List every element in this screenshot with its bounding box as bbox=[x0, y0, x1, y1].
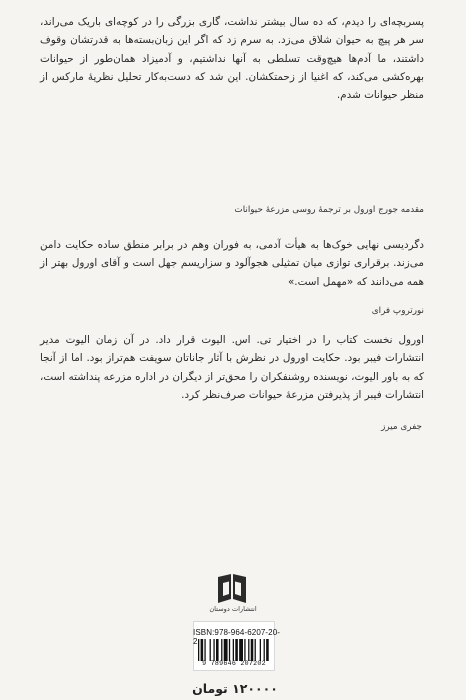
attribution-orwell: مقدمه جورج اورول بر ترجمهٔ روسی مزرعهٔ حیوانات bbox=[234, 205, 424, 215]
quote-meyers bbox=[40, 331, 424, 404]
publisher-logo-icon bbox=[212, 569, 252, 609]
barcode-icon bbox=[198, 639, 270, 661]
barcode-digits: 9 789646 207202 bbox=[202, 660, 266, 667]
attribution-meyers: جفری میرز bbox=[381, 422, 422, 432]
price: ۱۲۰۰۰۰ تومان bbox=[192, 681, 278, 696]
attribution-frye: نورتروپ فرای bbox=[371, 306, 424, 316]
paragraph-3: اورول نخست کتاب را در اختیار تی. اس. الیوت قرار داد. در آن زمان الیوت مدیر انتشارات فیبر بود. حکایت اورول در نظرش با آثار جاناتان سویفت هم‌تراز بود. اما از آنجا که به باور الیوت، نویسنده روشنفکران را محق‌تر از دیگران در اداره مزرعه پنداشته است، انتشارات فیبر از پذیرفتن مزرعهٔ حیوانات صرف‌نظر کرد. bbox=[40, 334, 424, 401]
paragraph-2: دگردیسی نهایی خوک‌ها به هیأت آدمی، به فوران وهم در برابر منطق ساده حکایت دامن می‌زند. برقراری توازی میان تمثیلی هجوآلود و سزاریسم جهل است و آقای اورول بهتر از همه می‌دانند که «مهمل است.» bbox=[40, 239, 424, 288]
quote-orwell bbox=[40, 13, 424, 104]
publisher-name: انتشارات دوستان bbox=[209, 605, 257, 613]
quote-frye bbox=[40, 236, 424, 291]
isbn-number: ISBN:978-964-6207-20-2 bbox=[193, 628, 281, 646]
paragraph-1: پسربچه‌ای را دیدم، که ده سال بیشتر نداشت، گاری بزرگی را در کوچه‌ای باریک می‌راند، سر هر پیچ به حیوان شلاق می‌زد. به سرم زد که اگر این زبان‌بسته‌ها به قدرتشان وقوف داشتند، ما آدم‌ها هیچ‌وقت تسلطی به آنها نداشتیم، و آدمیزاد همان‌طور از حیوانات بهره‌کشی می‌کند، که اغنیا از زحمتکشان. این شد که دست‌به‌کار تحلیل نظریهٔ مارکس از منظر حیوانات شدم. bbox=[40, 16, 424, 102]
